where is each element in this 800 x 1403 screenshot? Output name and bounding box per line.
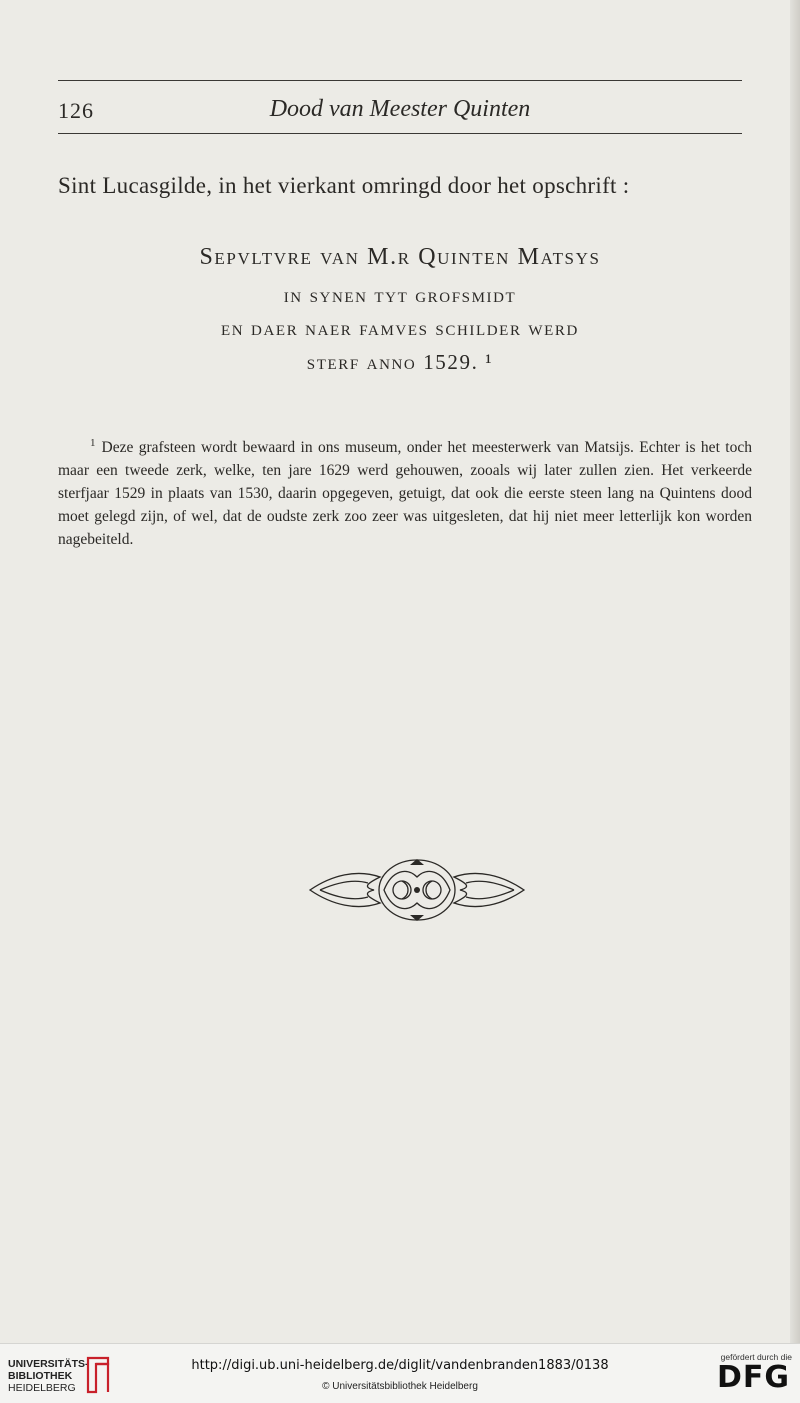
library-name-line-1: UNIVERSITÄTS-	[8, 1358, 89, 1370]
footnote-text: Deze grafsteen wordt bewaard in ons museum, onder het meesterwerk van Matsijs. Echter is het toch maar een tweede zerk, welke, ten jare 1629 werd gehouwen, zooals wij later zullen zien. Het verkeerde sterfjaar 1529 in plaats van 1530, daarin opgegeven, getuigt, dat ook die eerste steen lang na Quintens dood moet gelegd zijn, of wel, dat de oudste zerk zoo zeer was uitgesleten, dat hij niet meer letterlijk kon worden nagebeiteld.	[58, 439, 752, 549]
copyright-notice: © Universitätsbibliothek Heidelberg	[322, 1381, 478, 1392]
ornamental-vignette-icon	[302, 855, 532, 925]
inscription-line-4: sterf anno 1529. ¹	[306, 350, 494, 374]
intro-sentence: Sint Lucasgilde, in het vierkant omringd door het opschrift :	[58, 173, 630, 198]
viewer-footer	[0, 1343, 800, 1403]
permalink-url[interactable]: http://digi.ub.uni-heidelberg.de/diglit/vandenbranden1883/0138	[191, 1358, 609, 1373]
page-number: 126	[58, 98, 94, 123]
footnote-marker: 1	[90, 437, 96, 449]
inscription-line-2: in synen tyt grofsmidt	[283, 283, 517, 307]
dfg-logo: DFG	[716, 1360, 790, 1395]
header-top-rule	[58, 80, 742, 81]
page-edge	[790, 0, 800, 1343]
inscription-line-3: en daer naer famves schilder werd	[221, 316, 579, 340]
inscription-line-1: Sepvltvre van M.r Quinten Matsys	[199, 244, 601, 270]
funding-label: gefördert durch die	[720, 1352, 792, 1362]
library-name-line-3: HEIDELBERG	[8, 1382, 76, 1394]
library-name-line-2: BIBLIOTHEK	[8, 1370, 73, 1382]
header-bottom-rule	[58, 133, 742, 134]
footnote	[58, 432, 752, 551]
running-title: Dood van Meester Quinten	[269, 96, 531, 122]
